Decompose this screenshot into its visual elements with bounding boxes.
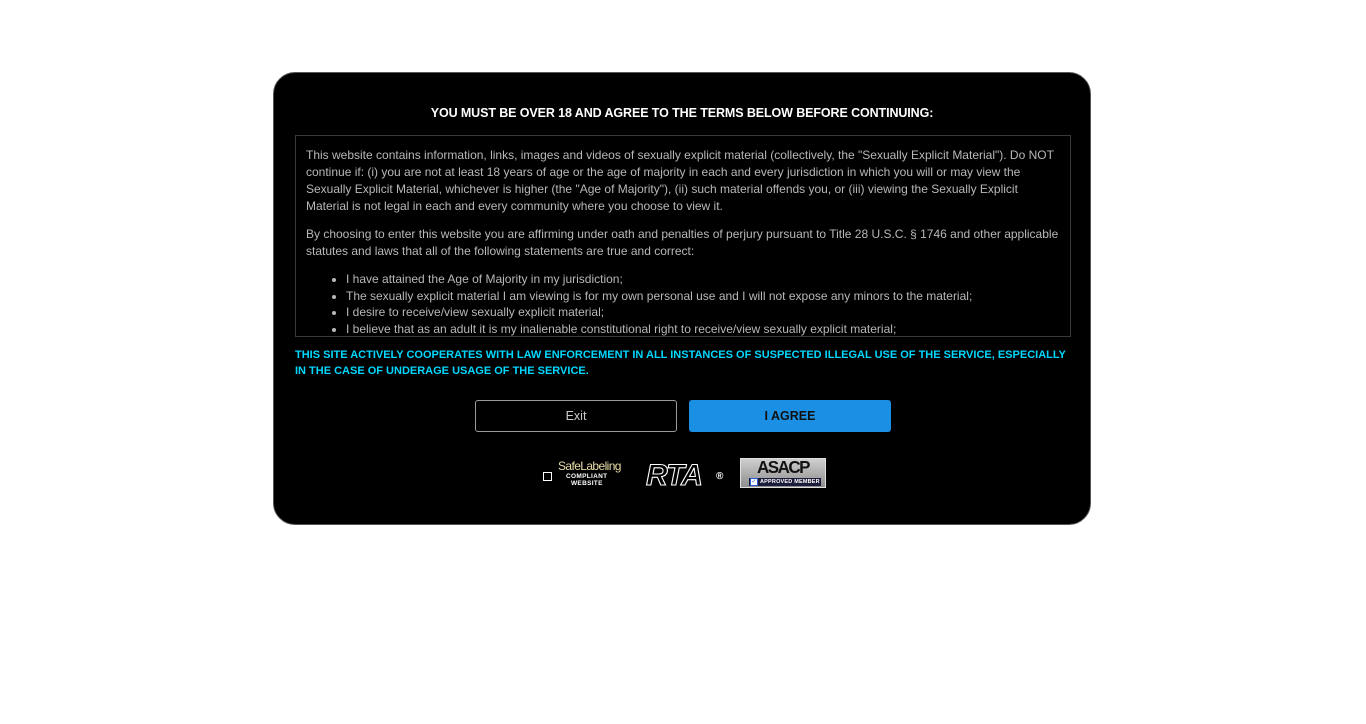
age-verification-modal	[273, 72, 1091, 525]
asacp-approved-text: APPROVED MEMBER	[760, 479, 820, 485]
rta-logo-text: RTA	[646, 459, 702, 489]
asacp-logo-text: ASACP	[756, 457, 809, 478]
exit-button[interactable]: Exit	[475, 400, 677, 432]
terms-paragraph-2: By choosing to enter this website you are affirming under oath and penalties of perjury pursuant to Title 28 U.S.C. § 1746 and other applicable statutes and laws that all of the following statements are true and correct:	[306, 227, 1059, 258]
law-enforcement-warning: THIS SITE ACTIVELY COOPERATES WITH LAW ENFORCEMENT IN ALL INSTANCES OF SUSPECTED ILLEGAL USE OF THE SERVICE, ESPECIALLY IN THE CASE OF UNDERAGE USAGE OF THE SERVICE.	[295, 349, 1066, 377]
checkbox-icon	[543, 472, 552, 481]
compliance-badges	[274, 457, 1090, 489]
terms-list	[306, 271, 1060, 337]
safelabeling-logo-text: SafeLabeling	[558, 459, 621, 473]
terms-list-item: • The sexually explicit material I am viewing is for my own personal use and I will not expose any minors to the material;	[346, 288, 1060, 305]
asacp-approved-strip	[749, 478, 821, 486]
agree-button[interactable]: I AGREE	[689, 400, 891, 432]
terms-scroll-box[interactable]	[295, 135, 1071, 337]
terms-paragraph-1: This website contains information, links, images and videos of sexually explicit material (collectively, the "Sexually Explicit Material"). Do NOT continue if: (i) you are not at least 18 years of age or the age of majority in each and every jurisdiction in which you will or may view the Sexually Explicit Material, whichever is higher (the "Age of Majority"), (ii) such material offends you, or (iii) viewing the Sexually Explicit Material is not legal in each and every community where you choose to view it.	[306, 148, 1054, 213]
rta-logo-icon	[645, 457, 729, 489]
terms-list-item: • I desire to receive/view sexually explicit material;	[346, 304, 1060, 321]
terms-list-item: • I believe that as an adult it is my inalienable constitutional right to receive/view sexually explicit material;	[346, 321, 1060, 337]
checkmark-icon: ✓	[751, 479, 757, 485]
rta-badge[interactable]	[645, 457, 729, 489]
safelabeling-line1: COMPLIANT	[566, 473, 608, 480]
terms-list-item: • I have attained the Age of Majority in my jurisdiction;	[346, 271, 1060, 288]
asacp-badge[interactable]	[740, 458, 826, 488]
rta-registered-mark: ®	[716, 471, 724, 482]
safelabeling-line2: WEBSITE	[571, 480, 603, 487]
modal-title: YOU MUST BE OVER 18 AND AGREE TO THE TERMS BELOW BEFORE CONTINUING:	[430, 106, 934, 120]
safelabeling-badge[interactable]	[542, 459, 626, 487]
